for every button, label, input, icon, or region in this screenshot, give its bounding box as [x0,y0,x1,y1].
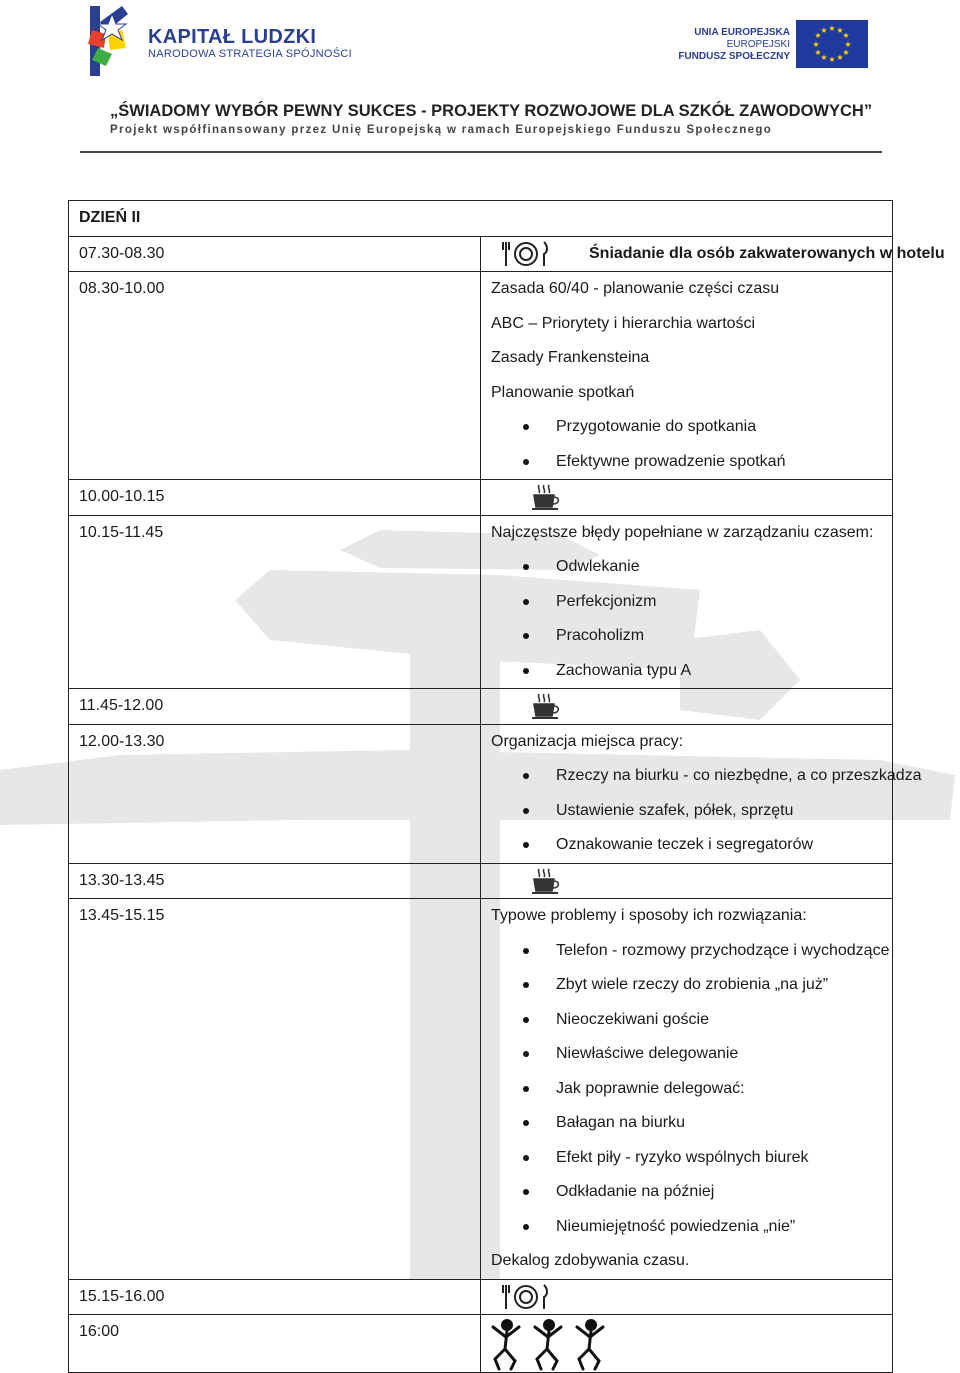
bullet-item: Rzeczy na biurku - co niezbędne, a co przeszkadza [481,759,892,794]
bullet-item: Zbyt wiele rzeczy do zrobienia „na już” [481,968,892,1003]
activity-cell [481,236,945,272]
bullet-item: Niewłaściwe delegowanie [481,1037,892,1072]
svg-text:★: ★ [820,53,828,62]
table-row [69,272,893,480]
bullet-item: Bałagan na biurku [481,1106,892,1141]
bullet-item: Zachowania typu A [481,654,892,689]
bullet-item: Nieoczekiwani goście [481,1003,892,1038]
coffee-cup-icon [531,483,563,511]
time-cell [69,1315,481,1373]
bullet-item: Jak poprawnie delegować: [481,1072,892,1107]
time-cell [69,515,481,689]
svg-text:★: ★ [842,48,850,57]
eu-fund-label [678,27,790,63]
activity-cell [481,1279,893,1315]
topic-line: Zasada 60/40 - planowanie części czasu [491,280,780,297]
plate-cutlery-icon [501,1283,551,1311]
bullet-item: Odwlekanie [481,550,892,585]
svg-text:★: ★ [814,31,822,40]
table-row [69,515,893,689]
svg-text:★: ★ [836,26,844,35]
bullet-item: Efekt piły - ryzyko wspólnych biurek [481,1141,892,1176]
time-cell [69,724,481,863]
svg-text:★: ★ [842,31,850,40]
bullet-item: Oznakowanie teczek i segregatorów [481,828,892,863]
topic-line: Organizacja miejsca pracy: [491,732,684,750]
icon-container [481,1280,892,1314]
meal-row [481,237,945,271]
time-label: 08.30-10.00 [79,280,165,297]
eu-line-2: EUROPEJSKI [726,39,790,50]
meal-title: Śniadanie dla osób zakwaterowanych w hotelu [589,244,945,262]
bullet-item: Pracoholizm [481,619,892,654]
dancing-people-icon [487,1315,617,1371]
table-row [69,899,893,1280]
svg-text:★: ★ [828,24,836,33]
project-title: „ŚWIADOMY WYBÓR PEWNY SUKCES - PROJEKTY ROZWOJOWE DLA SZKÓŁ ZAWODOWYCH” [110,102,873,120]
topic-line: Najczęstsze błędy popełniane w zarządzaniu czasem: [491,523,874,541]
time-cell [69,480,481,516]
document-header [0,0,960,160]
time-label: 13.30-13.45 [79,871,165,889]
table-row [69,201,893,237]
project-cofunding: Projekt współfinansowany przez Unię Europejską w ramach Europejskiego Funduszu Społecznego [110,124,773,136]
svg-text:★: ★ [814,48,822,57]
activity-cell [481,480,893,516]
activity-cell [481,1315,893,1373]
time-cell [69,899,481,1280]
time-cell [69,236,481,272]
activity-cell [481,272,893,480]
time-label: 10.15-11.45 [79,523,164,541]
time-cell [69,272,481,480]
program-subtitle: NARODOWA STRATEGIA SPÓJNOŚCI [148,48,352,60]
day-title: DZIEŃ II [79,209,141,226]
svg-text:★: ★ [812,40,820,49]
icon-container [481,480,892,514]
kapital-ludzki-logo [82,4,142,76]
day-cell [69,201,893,237]
svg-text:★: ★ [844,40,852,49]
icon-container [481,1315,892,1372]
topic-line: Planowanie spotkań [491,383,635,401]
time-label: 13.45-15.15 [79,907,165,924]
activity-cell [481,515,893,689]
schedule-table [68,200,945,1373]
topic-line: Dekalog zdobywania czasu. [491,1252,690,1269]
time-label: 10.00-10.15 [79,488,165,505]
bullet-item: Perfekcjonizm [481,585,892,620]
icon-container [481,689,892,723]
bullet-item: Ustawienie szafek, półek, sprzętu [481,794,892,829]
header-divider [80,151,882,153]
bullet-item: Telefon - rozmowy przychodzące i wychodzące [481,934,892,969]
time-label: 16:00 [79,1323,120,1340]
table-row [69,689,893,725]
time-label: 15.15-16.00 [79,1287,165,1305]
eu-flag-icon [796,20,868,68]
eu-line-1: UNIA EUROPEJSKA [694,27,790,38]
table-row [69,480,893,516]
topic-line: ABC – Priorytety i hierarchia wartości [491,314,756,332]
activity-cell [481,724,922,863]
time-label: 12.00-13.30 [79,732,165,750]
activity-cell [481,863,893,899]
table-row [69,863,893,899]
table-row [69,1279,893,1315]
bullet-item: Odkładanie na później [481,1175,892,1210]
plate-cutlery-icon [501,240,551,268]
table-row [69,1315,893,1373]
time-label: 07.30-08.30 [79,244,165,262]
time-cell [69,863,481,899]
time-cell [69,689,481,725]
eu-line-3: FUNDUSZ SPOŁECZNY [678,51,790,62]
table-row [69,724,893,863]
coffee-cup-icon [531,867,563,895]
table-row [69,236,893,272]
time-label: 11.45-12.00 [79,697,164,714]
bullet-item: Nieumiejętność powiedzenia „nie” [481,1210,892,1245]
icon-container [481,864,892,898]
svg-text:★: ★ [836,53,844,62]
svg-text:★: ★ [828,55,836,64]
svg-text:★: ★ [820,26,828,35]
topic-line: Typowe problemy i sposoby ich rozwiązania: [491,907,807,924]
activity-cell [481,689,893,725]
bullet-item: Efektywne prowadzenie spotkań [481,445,892,480]
program-name: KAPITAŁ LUDZKI [148,26,317,48]
coffee-cup-icon [531,692,563,720]
topic-line: Zasady Frankensteina [491,349,650,366]
bullet-item: Przygotowanie do spotkania [481,410,892,445]
time-cell [69,1279,481,1315]
activity-cell [481,899,893,1280]
